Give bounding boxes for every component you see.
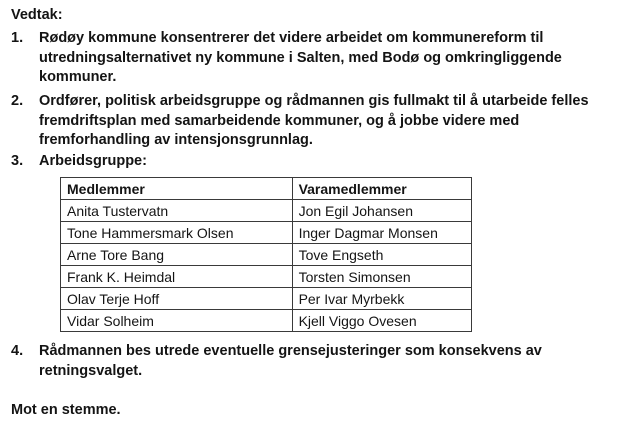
item-text-line: retningsvalget. <box>39 362 143 379</box>
item-text-line: kommuner. <box>39 69 117 85</box>
table-row <box>61 200 472 222</box>
deputy-cell: Tove Engseth <box>292 244 471 266</box>
member-cell: Arne Tore Bang <box>61 244 293 266</box>
item-text-line: Arbeidsgruppe: <box>39 153 147 169</box>
table-row <box>61 244 472 266</box>
member-cell: Vidar Solheim <box>61 310 293 332</box>
member-cell: Olav Terje Hoff <box>61 288 293 310</box>
working-group-table <box>60 177 472 332</box>
table-row <box>61 222 472 244</box>
item-text <box>39 342 599 381</box>
item-text-line: fremforhandling av intensjonsgrunnlag. <box>39 132 313 148</box>
column-header-deputies: Varamedlemmer <box>292 178 471 200</box>
table-row <box>61 288 472 310</box>
item-number: 2. <box>11 93 24 109</box>
deputy-cell: Torsten Simonsen <box>292 266 471 288</box>
deputy-cell: Inger Dagmar Monsen <box>292 222 471 244</box>
deputy-cell: Per Ivar Myrbekk <box>292 288 471 310</box>
vote-result: Mot en stemme. <box>11 402 121 418</box>
resolution-heading: Vedtak: <box>11 7 63 23</box>
deputy-cell: Jon Egil Johansen <box>292 200 471 222</box>
table-header-row <box>61 178 472 200</box>
deputy-cell: Kjell Viggo Ovesen <box>292 310 471 332</box>
item-text <box>39 29 599 88</box>
item-number: 1. <box>11 30 24 46</box>
member-cell: Anita Tustervatn <box>61 200 293 222</box>
item-text-line: Rådmannen bes utrede eventuelle grensejusteringer som konsekvens av <box>39 343 542 359</box>
item-text-line: Rødøy kommune konsentrerer det videre arbeidet om kommunereform til <box>39 30 544 46</box>
item-text-line: Ordfører, politisk arbeidsgruppe og rådmannen gis fullmakt til å utarbeide felles <box>39 93 589 109</box>
item-text <box>39 152 599 172</box>
item-number: 3. <box>11 153 24 169</box>
table-row <box>61 266 472 288</box>
item-text-line: utredningsalternativet ny kommune i Salten, med Bodø og omkringliggende <box>39 49 562 66</box>
item-text <box>39 92 599 151</box>
member-cell: Frank K. Heimdal <box>61 266 293 288</box>
table-row <box>61 310 472 332</box>
column-header-members: Medlemmer <box>61 178 293 200</box>
item-text-line: fremdriftsplan med samarbeidende kommuner, og å jobbe videre med <box>39 112 520 129</box>
item-number: 4. <box>11 343 24 359</box>
member-cell: Tone Hammersmark Olsen <box>61 222 293 244</box>
